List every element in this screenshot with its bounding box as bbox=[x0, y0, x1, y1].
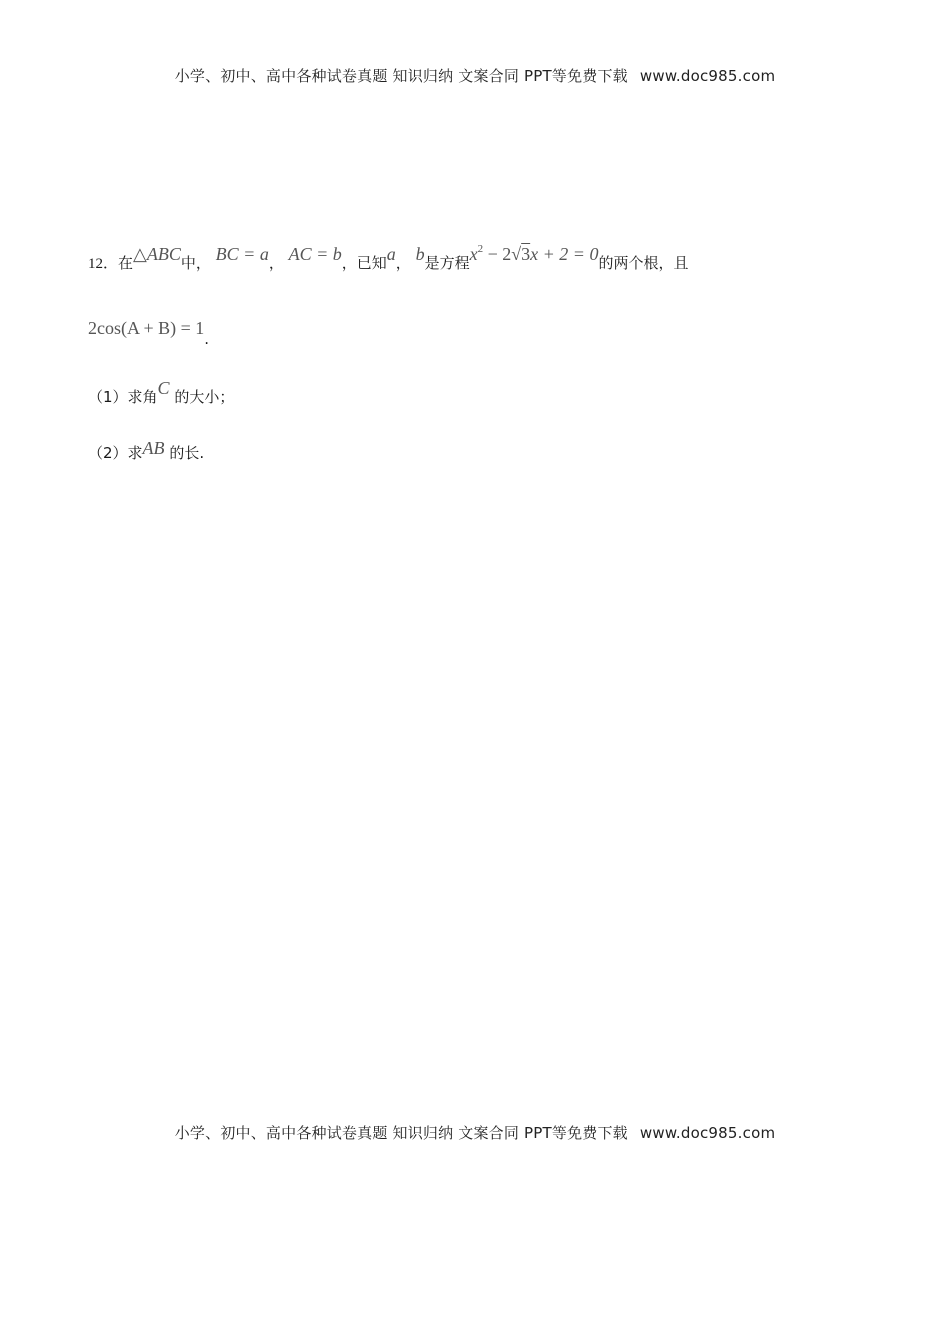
footer-banner bbox=[0, 1122, 950, 1143]
header-banner-text: 小学、初中、高中各种试卷真题 知识归纳 文案合同 PPT等免费下载 bbox=[174, 67, 628, 85]
header-url-link[interactable]: www.doc985.com bbox=[639, 67, 776, 85]
question-number: 12． bbox=[88, 256, 119, 272]
footer-banner-text: 小学、初中、高中各种试卷真题 知识归纳 文案合同 PPT等免费下载 bbox=[174, 1124, 628, 1142]
equation-ac-b: AC = b bbox=[288, 244, 342, 264]
part-1 bbox=[88, 378, 235, 407]
part-1-label: （1）求角 bbox=[88, 388, 158, 406]
equation-bc-a: BC = a bbox=[215, 244, 269, 264]
sqrt-symbol: √3 bbox=[511, 244, 531, 264]
footer-url-link[interactable]: www.doc985.com bbox=[639, 1124, 776, 1142]
equation-exponent: 2 bbox=[477, 243, 484, 255]
question-text-zai: 在 bbox=[118, 254, 134, 272]
condition-equation: 2cos(A + B) = 1 bbox=[88, 318, 205, 338]
equation-middle: − 2 bbox=[483, 244, 512, 264]
question-text-equation: 是方程 bbox=[424, 254, 470, 272]
part-2-variable: AB bbox=[142, 438, 165, 458]
part-2-label: （2）求 bbox=[88, 444, 143, 462]
question-condition bbox=[88, 318, 210, 348]
question-text-known: ，已知 bbox=[341, 254, 387, 272]
question-statement bbox=[88, 243, 689, 273]
part-2-suffix: 的长. bbox=[169, 444, 205, 462]
quadratic-equation bbox=[470, 244, 599, 264]
part-1-variable: C bbox=[157, 378, 170, 398]
sqrt-radicand: 3 bbox=[521, 244, 531, 264]
question-text-two-roots: 的两个根，且 bbox=[598, 254, 689, 272]
triangle-abc: △ABC bbox=[133, 244, 181, 264]
condition-period: . bbox=[204, 330, 210, 348]
part-2 bbox=[88, 438, 205, 463]
question-text-zhong: 中， bbox=[180, 254, 211, 272]
variable-b: b bbox=[415, 244, 425, 264]
header-banner bbox=[0, 65, 950, 86]
variable-a: a bbox=[386, 244, 396, 264]
equation-x: x bbox=[469, 244, 478, 264]
equation-tail: x + 2 = 0 bbox=[530, 244, 599, 264]
question-comma-1: ， bbox=[268, 254, 284, 272]
question-comma-2: ， bbox=[395, 254, 411, 272]
part-1-suffix: 的大小； bbox=[174, 388, 235, 406]
